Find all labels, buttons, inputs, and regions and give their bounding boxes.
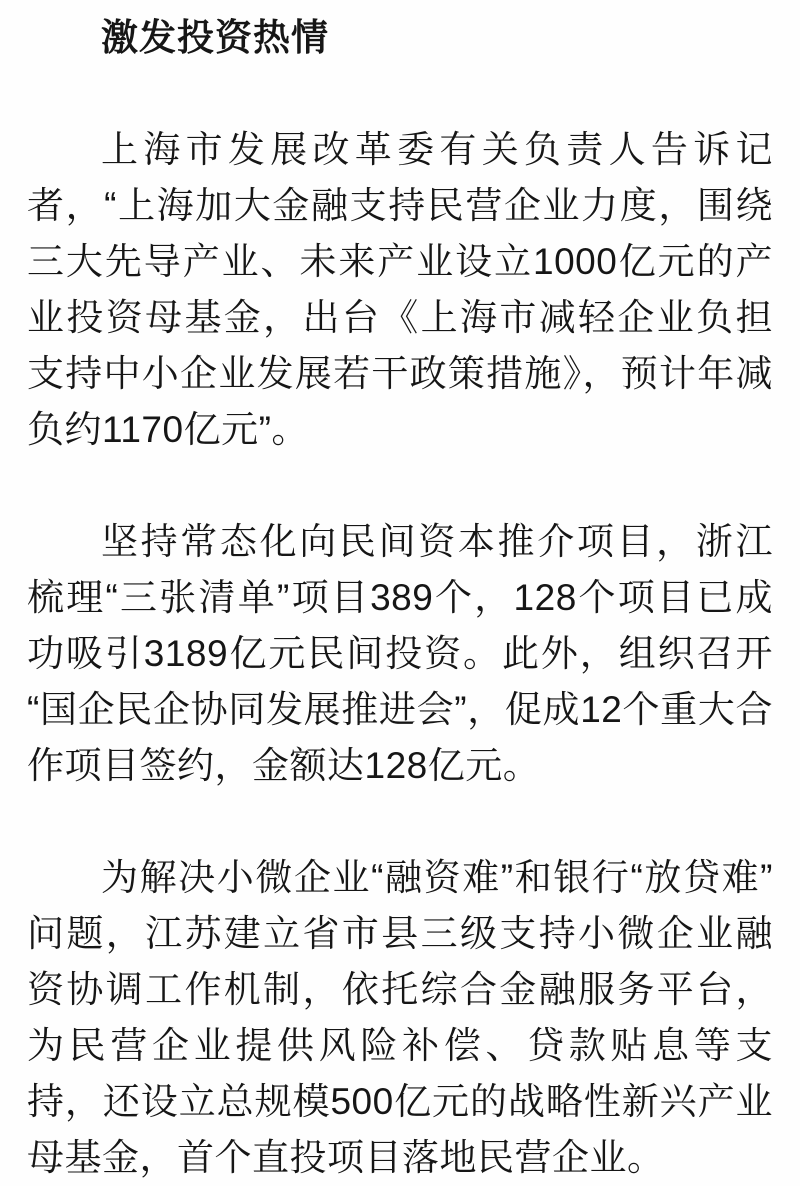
paragraph-jiangsu: 为解决小微企业“融资难”和银行“放贷难”问题，江苏建立省市县三级支持小微企业融资协调工作机制，依托综合金融服务平台，为民营企业提供风险补偿、贷款贴息等支持，还设立总规模500亿元的战略性新兴产业母基金，首个直投项目落地民营企业。 [27, 857, 773, 1178]
paragraph-zhejiang: 坚持常态化向民间资本推介项目，浙江梳理“三张清单”项目389个，128个项目已成功吸引3189亿元民间投资。此外，组织召开“国企民企协同发展推进会”，促成12个重大合作项目签约，金额达128亿元。 [27, 521, 773, 786]
section-heading: 激发投资热情 [101, 17, 329, 58]
paragraph-shanghai: 上海市发展改革委有关负责人告诉记者，“上海加大金融支持民营企业力度，围绕三大先导产业、未来产业设立1000亿元的产业投资母基金，出台《上海市减轻企业负担支持中小企业发展若干政策措施》，预计年减负约1170亿元”。 [27, 129, 773, 450]
